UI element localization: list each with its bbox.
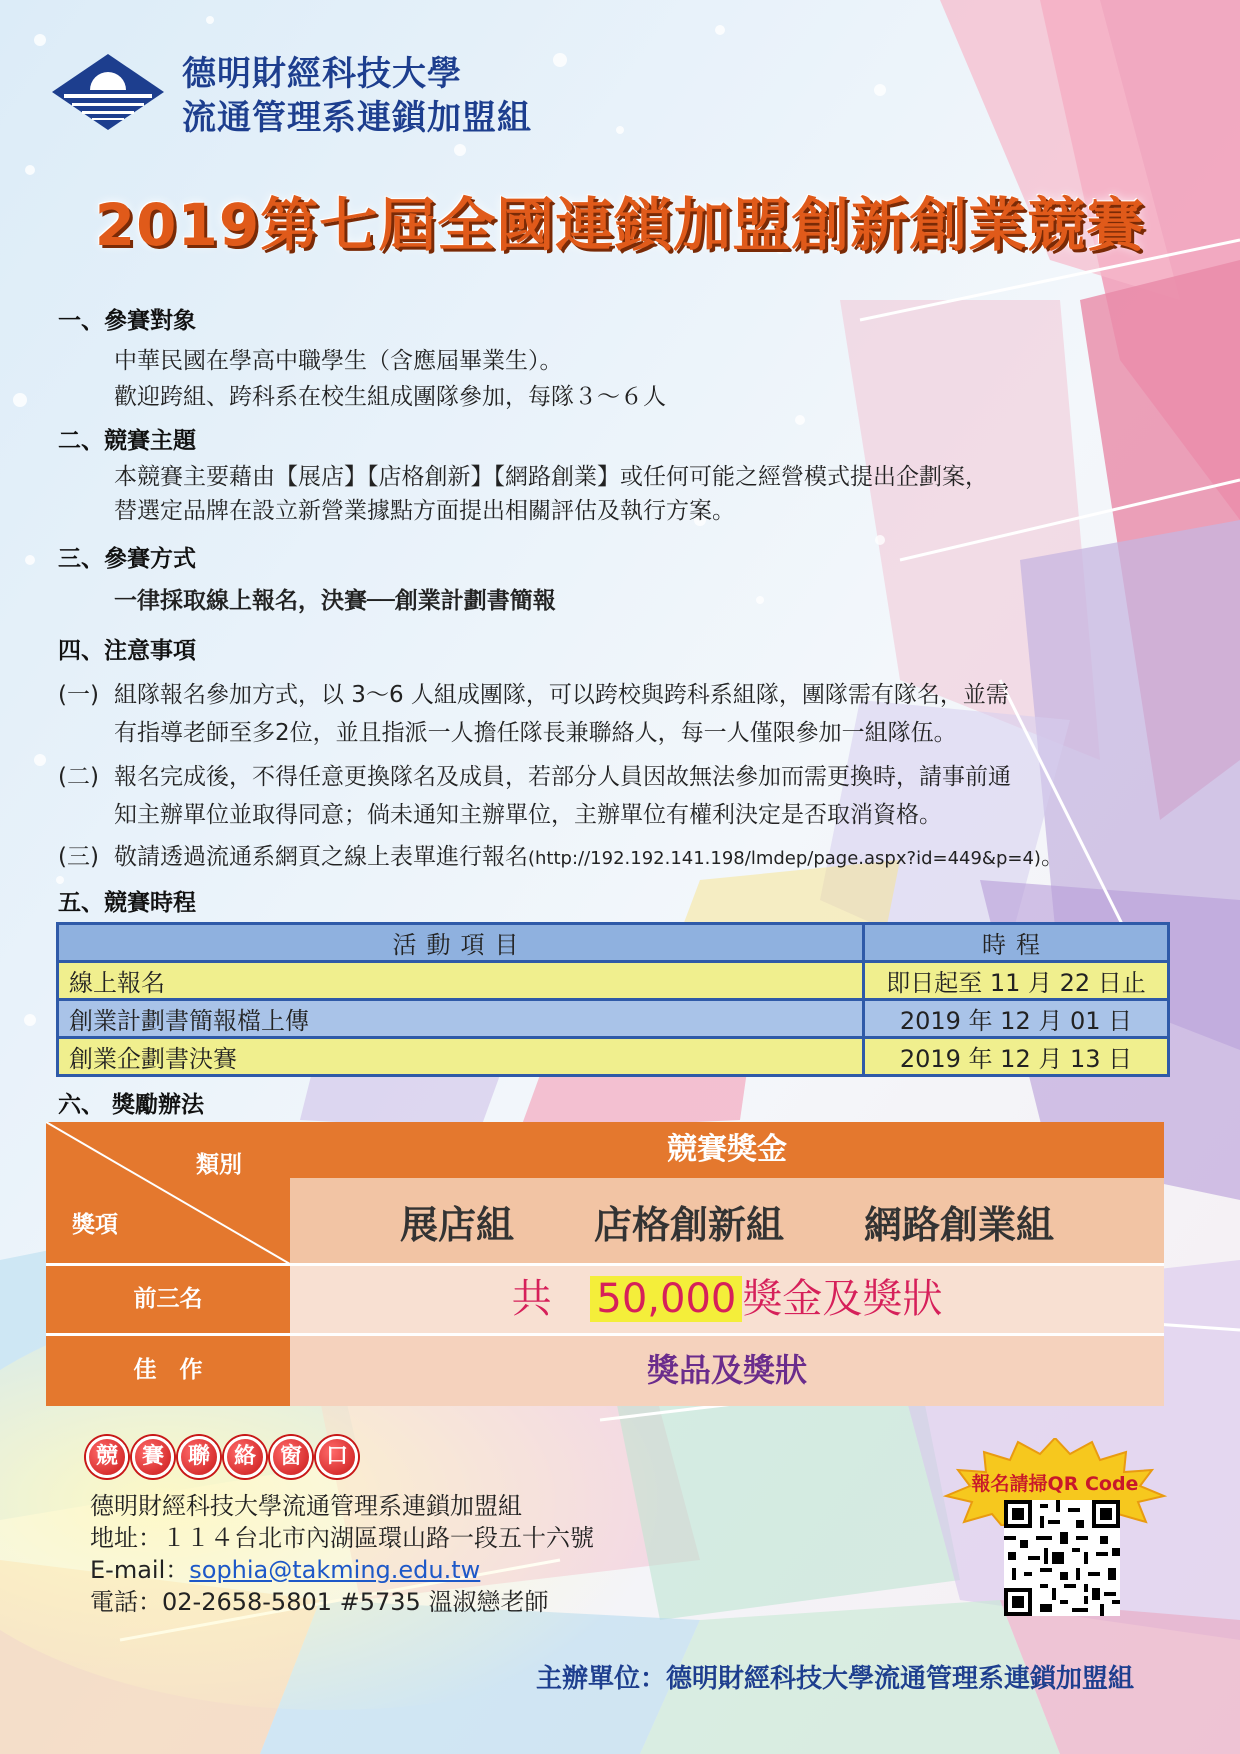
top3-amount: 50,000 [590, 1276, 742, 1322]
diagonal-divider [46, 1122, 290, 1264]
table-row [58, 1000, 1169, 1038]
email-label: E-mail： [90, 1556, 190, 1584]
note-3-line [114, 838, 1064, 871]
contact-phone: 電話：02-2658-5801 #5735 溫淑戀老師 [90, 1588, 549, 1616]
section-1-heading: 一、參賽對象 [58, 308, 196, 334]
schedule-item: 線上報名 [58, 962, 864, 1000]
qr-code-icon[interactable] [1004, 1500, 1120, 1616]
section-1-line-1: 中華民國在學高中職學生（含應屆畢業生）。 [114, 348, 563, 374]
prize-groups-row [290, 1178, 1164, 1264]
note-3-period: 。 [1040, 844, 1064, 870]
registration-url-link[interactable]: (http://192.192.141.198/lmdep/page.aspx?id=449&p=4) [528, 848, 1041, 869]
schedule-header-item: 活動項目 [58, 924, 864, 962]
org-name-line2: 流通管理系連鎖加盟組 [182, 98, 532, 138]
top3-value [290, 1264, 1164, 1334]
schedule-item: 創業企劃書決賽 [58, 1038, 864, 1076]
section-1-line-2: 歡迎跨組、跨科系在校生組成團隊參加，每隊３～６人 [114, 384, 666, 410]
organizer-credit: 主辦單位：德明財經科技大學流通管理系連鎖加盟組 [536, 1664, 1135, 1694]
badge-char: 競 [86, 1436, 128, 1478]
badge-char: 聯 [178, 1436, 220, 1478]
schedule-header-date: 時程 [864, 924, 1169, 962]
note-1-line-1: 組隊報名參加方式，以 3～6 人組成團隊，可以跨校與跨科系組隊，團隊需有隊名，並需 [114, 682, 1009, 708]
award-label: 獎項 [72, 1212, 118, 1238]
schedule-table [56, 922, 1170, 1077]
category-label: 類別 [196, 1152, 242, 1178]
top3-label: 前三名 [46, 1264, 290, 1334]
org-name-line1: 德明財經科技大學 [182, 54, 462, 94]
section-2-heading: 二、競賽主題 [58, 428, 196, 454]
prize-table [46, 1122, 1164, 1406]
table-row [58, 962, 1169, 1000]
note-3-number: (三) [58, 844, 99, 870]
schedule-item: 創業計劃書簡報檔上傳 [58, 1000, 864, 1038]
note-2-line-1: 報名完成後，不得任意更換隊名及成員，若部分人員因故無法參加而需更換時，請事前通 [114, 764, 1011, 790]
section-3-heading: 三、參賽方式 [58, 546, 196, 572]
badge-char: 窗 [270, 1436, 312, 1478]
schedule-date: 2019 年 12 月 01 日 [864, 1000, 1169, 1038]
contact-window-badges [86, 1436, 358, 1478]
note-3-text: 敬請透過流通系網頁之線上表單進行報名 [114, 844, 528, 870]
section-3-line-1: 一律採取線上報名，決賽──創業計劃書簡報 [114, 588, 556, 614]
honor-value: 獎品及獎狀 [290, 1334, 1164, 1406]
email-link[interactable]: sophia@takming.edu.tw [189, 1556, 481, 1584]
section-6-heading: 六、 獎勵辦法 [58, 1092, 205, 1118]
note-1-number: (一) [58, 682, 99, 708]
note-2-number: (二) [58, 764, 99, 790]
prize-money-header: 競賽獎金 [290, 1122, 1164, 1178]
schedule-date: 即日起至 11 月 22 日止 [864, 962, 1169, 1000]
university-logo [50, 52, 166, 132]
schedule-date: 2019 年 12 月 13 日 [864, 1038, 1169, 1076]
section-2-line-1: 本競賽主要藉由【展店】【店格創新】【網路創業】或任何可能之經營模式提出企劃案， [114, 464, 988, 490]
section-4-heading: 四、注意事項 [58, 638, 196, 664]
table-row [58, 1038, 1169, 1076]
honor-label: 佳 作 [46, 1334, 290, 1406]
row-divider [46, 1333, 1164, 1336]
badge-char: 賽 [132, 1436, 174, 1478]
note-1-line-2: 有指導老師至多2位，並且指派一人擔任隊長兼聯絡人，每一人僅限參加一組隊伍。 [114, 720, 957, 746]
section-5-heading: 五、競賽時程 [58, 890, 196, 916]
contact-email-line [90, 1550, 480, 1585]
top3-suffix: 獎金及獎狀 [742, 1276, 943, 1322]
top3-prefix: 共 [511, 1276, 552, 1322]
group-label: 網路創業組 [863, 1202, 1054, 1247]
schedule-header-row [58, 924, 1169, 962]
row-divider [46, 1263, 1164, 1266]
badge-char: 口 [316, 1436, 358, 1478]
prize-corner-cell [46, 1122, 290, 1264]
note-2-line-2: 知主辦單位並取得同意；倘未通知主辦單位，主辦單位有權利決定是否取消資格。 [114, 802, 942, 828]
badge-char: 絡 [224, 1436, 266, 1478]
group-label: 店格創新組 [593, 1202, 784, 1247]
section-2-line-2: 替選定品牌在設立新營業據點方面提出相關評估及執行方案。 [114, 498, 735, 524]
contact-org: 德明財經科技大學流通管理系連鎖加盟組 [90, 1492, 522, 1520]
contact-address: 地址：１１４台北市內湖區環山路一段五十六號 [90, 1524, 594, 1552]
qr-label: 報名請掃QR Code [971, 1473, 1139, 1495]
poster-title: 2019第七屆全國連鎖加盟創新創業競賽 [94, 191, 1146, 259]
group-label: 展店組 [399, 1202, 514, 1247]
